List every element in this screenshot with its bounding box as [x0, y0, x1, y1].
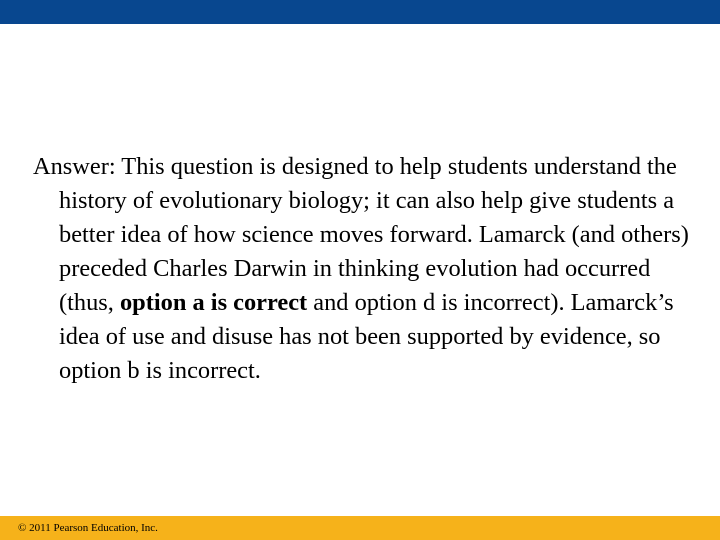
- answer-paragraph: [33, 150, 701, 388]
- top-banner: [0, 0, 720, 24]
- copyright-notice: © 2011 Pearson Education, Inc.: [18, 522, 158, 534]
- answer-text-lead: Answer: This question is designed to help students understand the history of evolutionary biology; it can also help give students a better idea of how science moves forward. Lamarck (and others) preceded Charles Darwin in thinking evolution had occurred (thus,: [33, 153, 689, 316]
- answer-text-bold: option a is correct: [119, 289, 308, 316]
- answer-text-tail: and option d is incorrect). Lamarck’s idea of use and disuse has not been supported by evidence, so option b is incorrect.: [59, 289, 674, 384]
- footer-bar: [0, 516, 720, 540]
- slide-body: [33, 150, 701, 388]
